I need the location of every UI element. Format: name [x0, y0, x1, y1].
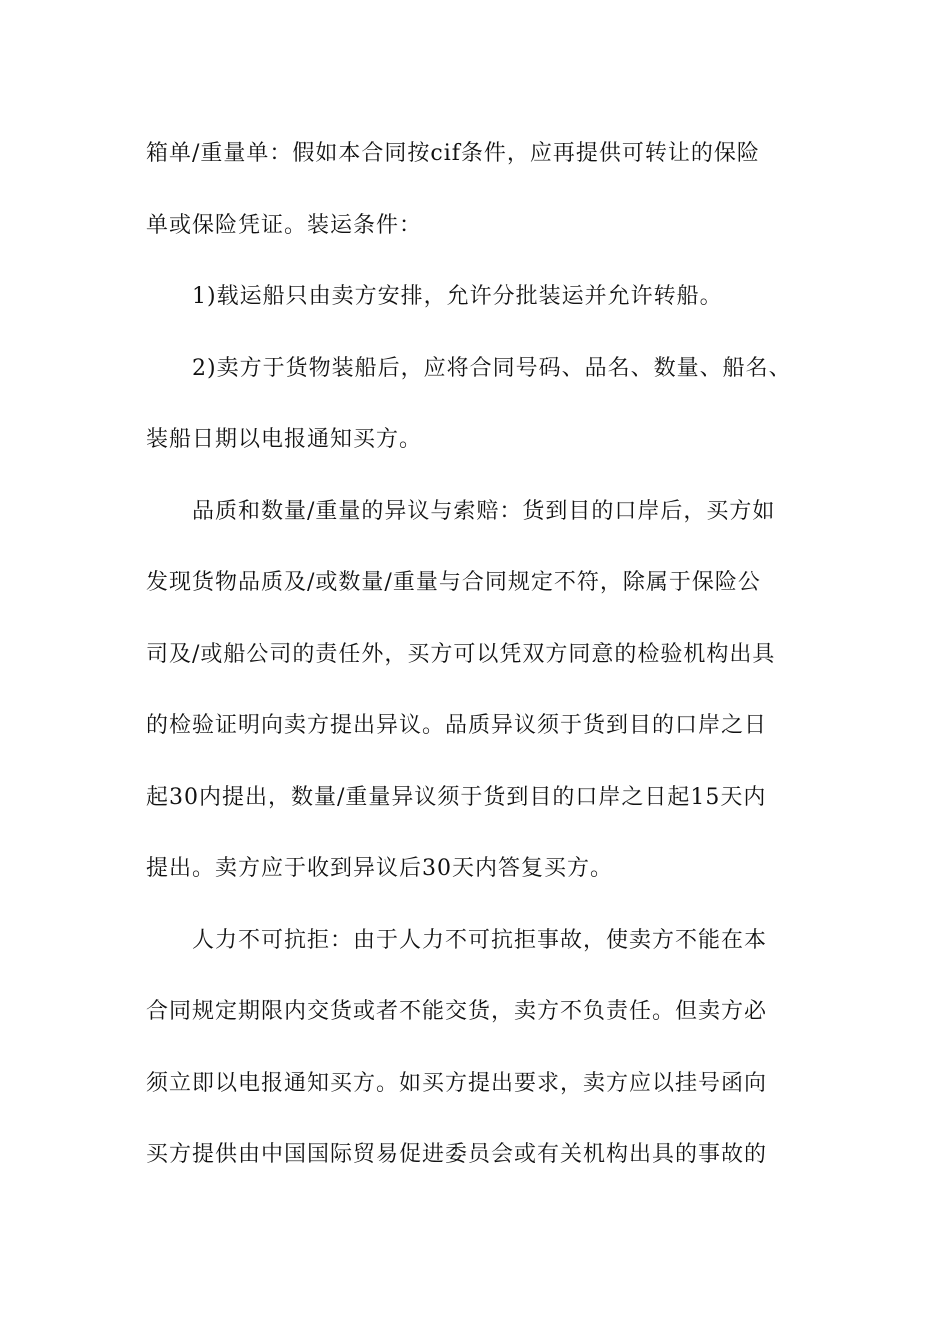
text-line-clause-2-cont: 装船日期以电报通知买方。	[146, 427, 423, 452]
text-line-force-majeure-heading: 人力不可抗拒：由于人力不可抗拒事故，使卖方不能在本	[192, 927, 768, 953]
text-line-claims-4: 的检验证明向卖方提出异议。品质异议须于货到目的口岸之日	[146, 713, 768, 738]
text-line-force-majeure-2: 合同规定期限内交货或者不能交货，卖方不负责任。但卖方必	[146, 999, 768, 1024]
document-body	[146, 132, 806, 1205]
text-line-claims-6: 提出。卖方应于收到异议后30天内答复买方。	[146, 856, 613, 881]
text-line-shipping-terms: 单或保险凭证。装运条件：	[146, 212, 423, 238]
text-line-clause-2: 2)卖方于货物装船后，应将合同号码、品名、数量、船名、	[192, 355, 792, 381]
text-line-claims-heading: 品质和数量/重量的异议与索赔：货到目的口岸后，买方如	[192, 498, 776, 524]
text-line-packing-list: 箱单/重量单：假如本合同按cif条件，应再提供可转让的保险	[146, 141, 760, 166]
text-line-force-majeure-3: 须立即以电报通知买方。如买方提出要求，卖方应以挂号函向	[146, 1070, 768, 1096]
text-line-clause-1: 1)载运船只由卖方安排，允许分批装运并允许转船。	[192, 284, 723, 309]
text-line-force-majeure-4: 买方提供由中国国际贸易促进委员会或有关机构出具的事故的	[146, 1142, 768, 1167]
text-line-claims-5: 起30内提出，数量/重量异议须于货到目的口岸之日起15天内	[146, 784, 767, 810]
text-line-claims-3: 司及/或船公司的责任外，买方可以凭双方同意的检验机构出具	[146, 641, 776, 667]
text-line-claims-2: 发现货物品质及/或数量/重量与合同规定不符，除属于保险公	[146, 570, 761, 595]
